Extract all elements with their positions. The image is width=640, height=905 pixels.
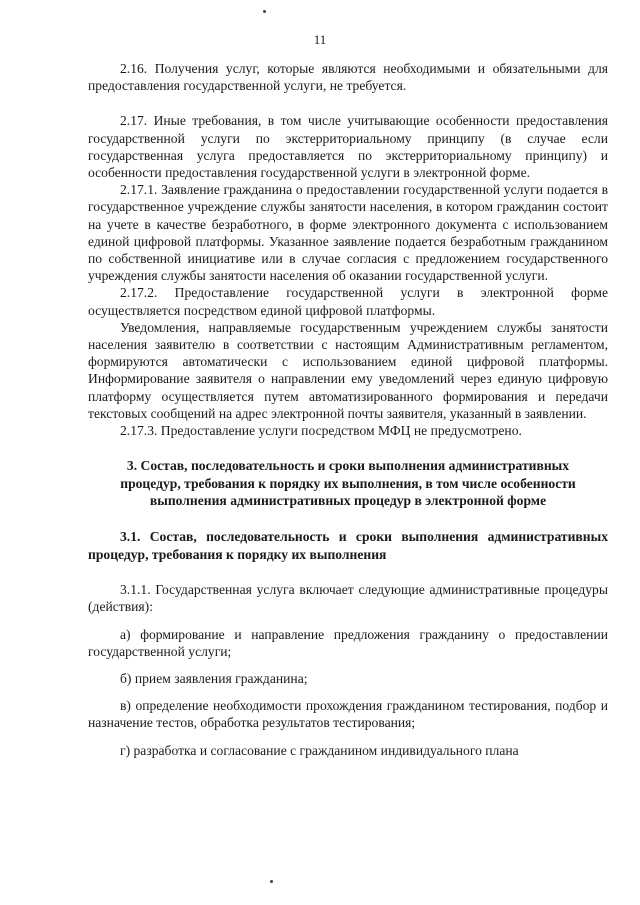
paragraph-2-17-2: 2.17.2. Предоставление государственной услуги в электронной форме осуществляется посредством единой цифровой платформы. [88,285,608,318]
scan-speck [263,10,266,13]
list-item: а) формирование и направление предложения гражданину о предоставлении государственной услуги; [88,626,608,659]
list-item: в) определение необходимости прохождения гражданином тестирования, подбор и назначение тестов, обработка результатов тестирования; [88,698,608,731]
list-item: б) прием заявления гражданина; [120,671,308,687]
page-body [88,60,608,759]
paragraph-2-16: 2.16. Получения услуг, которые являются необходимыми и обязательными для предоставления государственной услуги, не требуется. [88,61,608,94]
paragraph-2-17-1: 2.17.1. Заявление гражданина о предоставлении государственной услуги подается в государственное учреждение службы занятости населения, в котором гражданин состоит на учете в качестве безработного, в форме электронного документа с использованием единой цифровой платформы. Указанное заявление подается безработным гражданином по собственной инициативе или в случае согласия с предложением государственного учреждения службы занятости населения об оказании государственной услуги. [88,182,608,284]
list-item: г) разработка и согласование с гражданином индивидуального плана [120,742,519,758]
scan-speck [270,880,273,883]
section-3-heading: 3. Состав, последовательность и сроки выполнения административных процедур, требования к порядку их выполнения, в том числе особенности выполнения административных процедур в электронной форме [120,458,576,509]
section-3-1-heading: 3.1. Состав, последовательность и сроки выполнения административных процедур, требования к порядку их выполнения [88,529,608,562]
paragraph-3-1-1: 3.1.1. Государственная услуга включает следующие административные процедуры (действия): [88,582,608,615]
paragraph-2-17: 2.17. Иные требования, в том числе учитывающие особенности предоставления государственной услуги по экстерриториальному принципу (в случае если государственная услуга предоставляется по экстерриториальному принципу) и особенности предоставления государственной услуги в электронной форме. [88,113,608,181]
paragraph-2-17-3: 2.17.3. Предоставление услуги посредством МФЦ не предусмотрено. [120,423,522,439]
page-number: 11 [313,32,327,47]
paragraph-notifications: Уведомления, направляемые государственным учреждением службы занятости населения заявителю в соответствии с настоящим Административным регламентом, формируются автоматически с использованием единой цифровой платформы. Информирование заявителя о направлении ему уведомлений через единую цифровую платформу осуществляется путем автоматизированного формирования и передачи текстовых сообщений на адрес электронной почты заявителя, указанный в заявлении. [88,319,608,421]
